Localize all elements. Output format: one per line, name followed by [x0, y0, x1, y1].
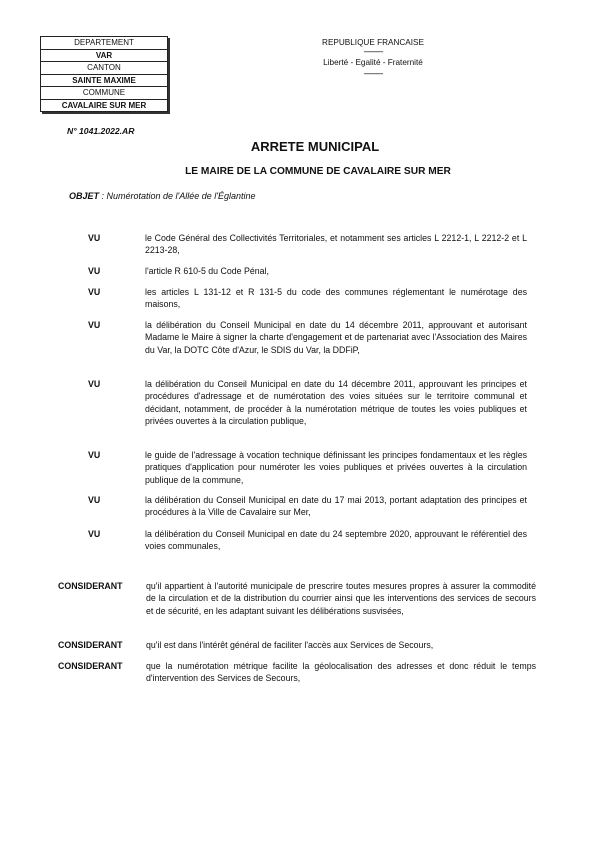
republic-motto: Liberté - Egalité - Fraternité	[323, 58, 423, 67]
clause-keyword: CONSIDERANT	[58, 661, 123, 671]
decree-reference: N° 1041.2022.AR	[67, 126, 135, 136]
clause-keyword: VU	[88, 233, 101, 243]
admin-label-commune: COMMUNE	[41, 87, 167, 100]
clause-text: les articles L 131-12 et R 131-5 du code des communes réglementant le numérotage des maisons,	[145, 287, 527, 310]
clause-keyword: CONSIDERANT	[58, 640, 123, 650]
admin-value-canton: SAINTE MAXIME	[41, 75, 167, 88]
admin-label-departement: DEPARTEMENT	[41, 37, 167, 50]
clause-keyword: VU	[88, 450, 101, 460]
clause-text: que la numérotation métrique facilite la géolocalisation des adresses et donc réduit le temps d'intervention des Services de Secours,	[146, 661, 536, 684]
clause-keyword: VU	[88, 266, 101, 276]
clause-keyword: VU	[88, 495, 101, 505]
object-label: OBJET	[69, 191, 100, 201]
clause-keyword: VU	[88, 379, 101, 389]
clause-text: la délibération du Conseil Municipal en date du 24 septembre 2020, approuvant le référentiel des voies communales,	[145, 529, 527, 552]
object-line	[69, 191, 256, 201]
clause-text: qu'il est dans l'intérêt général de faciliter l'accès aux Services de Secours,	[146, 640, 434, 650]
clause-text: la délibération du Conseil Municipal en date du 14 décembre 2011, approuvant et autorisant Madame le Maire à signer la charte d'engagement et de partenariat avec l'Association des Maires du Var, la DOTC Côte d'Azur, le SDIS du Var, la DDFiP,	[145, 320, 527, 355]
clause-text: qu'il appartient à l'autorité municipale de prescrire toutes mesures propres à assurer la commodité de la circulation et de la distribution du courrier ainsi que les interventions des services de secours et de sécurité, en les adaptant suivant les délibérations susvisées,	[146, 581, 536, 616]
clause-text: la délibération du Conseil Municipal en date du 14 décembre 2011, approuvant les principes et procédures d'adressage et de numérotation des voies situées sur le territoire communal et décidant, notamment, de procéder à la numérotation métrique de toutes les voies publiques et privées ouvertes à la circulation publique,	[145, 379, 527, 427]
clause-text: la délibération du Conseil Municipal en date du 17 mai 2013, portant adaptation des principes et procédures à la Ville de Cavalaire sur Mer,	[145, 495, 527, 518]
administrative-box	[40, 36, 168, 112]
admin-value-commune: CAVALAIRE SUR MER	[61, 100, 147, 110]
clause-text: le Code Général des Collectivités Territoriales, et notamment ses articles L 2212-1, L 2212-2 et L 2213-28,	[145, 233, 527, 256]
object-text: : Numérotation de l'Allée de l'Églantine	[99, 191, 256, 201]
republic-header	[300, 37, 446, 78]
clause-keyword: VU	[88, 320, 101, 330]
republic-separator-bottom: -----------	[363, 69, 383, 78]
document-title: ARRETE MUNICIPAL	[250, 139, 380, 154]
republic-title: REPUBLIQUE FRANCAISE	[322, 38, 424, 47]
clause-keyword: VU	[88, 529, 101, 539]
document-subtitle: LE MAIRE DE LA COMMUNE DE CAVALAIRE SUR MER	[185, 166, 451, 177]
admin-value-departement: VAR	[41, 50, 167, 63]
admin-label-canton: CANTON	[41, 62, 167, 75]
clause-text: l'article R 610-5 du Code Pénal,	[145, 266, 269, 276]
clause-keyword: CONSIDERANT	[58, 581, 123, 591]
clause-text: le guide de l'adressage à vocation technique définissant les principes fondamentaux et les règles pratiques d'application pour numéroter les voies publiques et privées ouvertes à la circulation publique de la commune,	[145, 450, 527, 485]
clause-keyword: VU	[88, 287, 101, 297]
republic-separator: -----------	[363, 47, 383, 56]
